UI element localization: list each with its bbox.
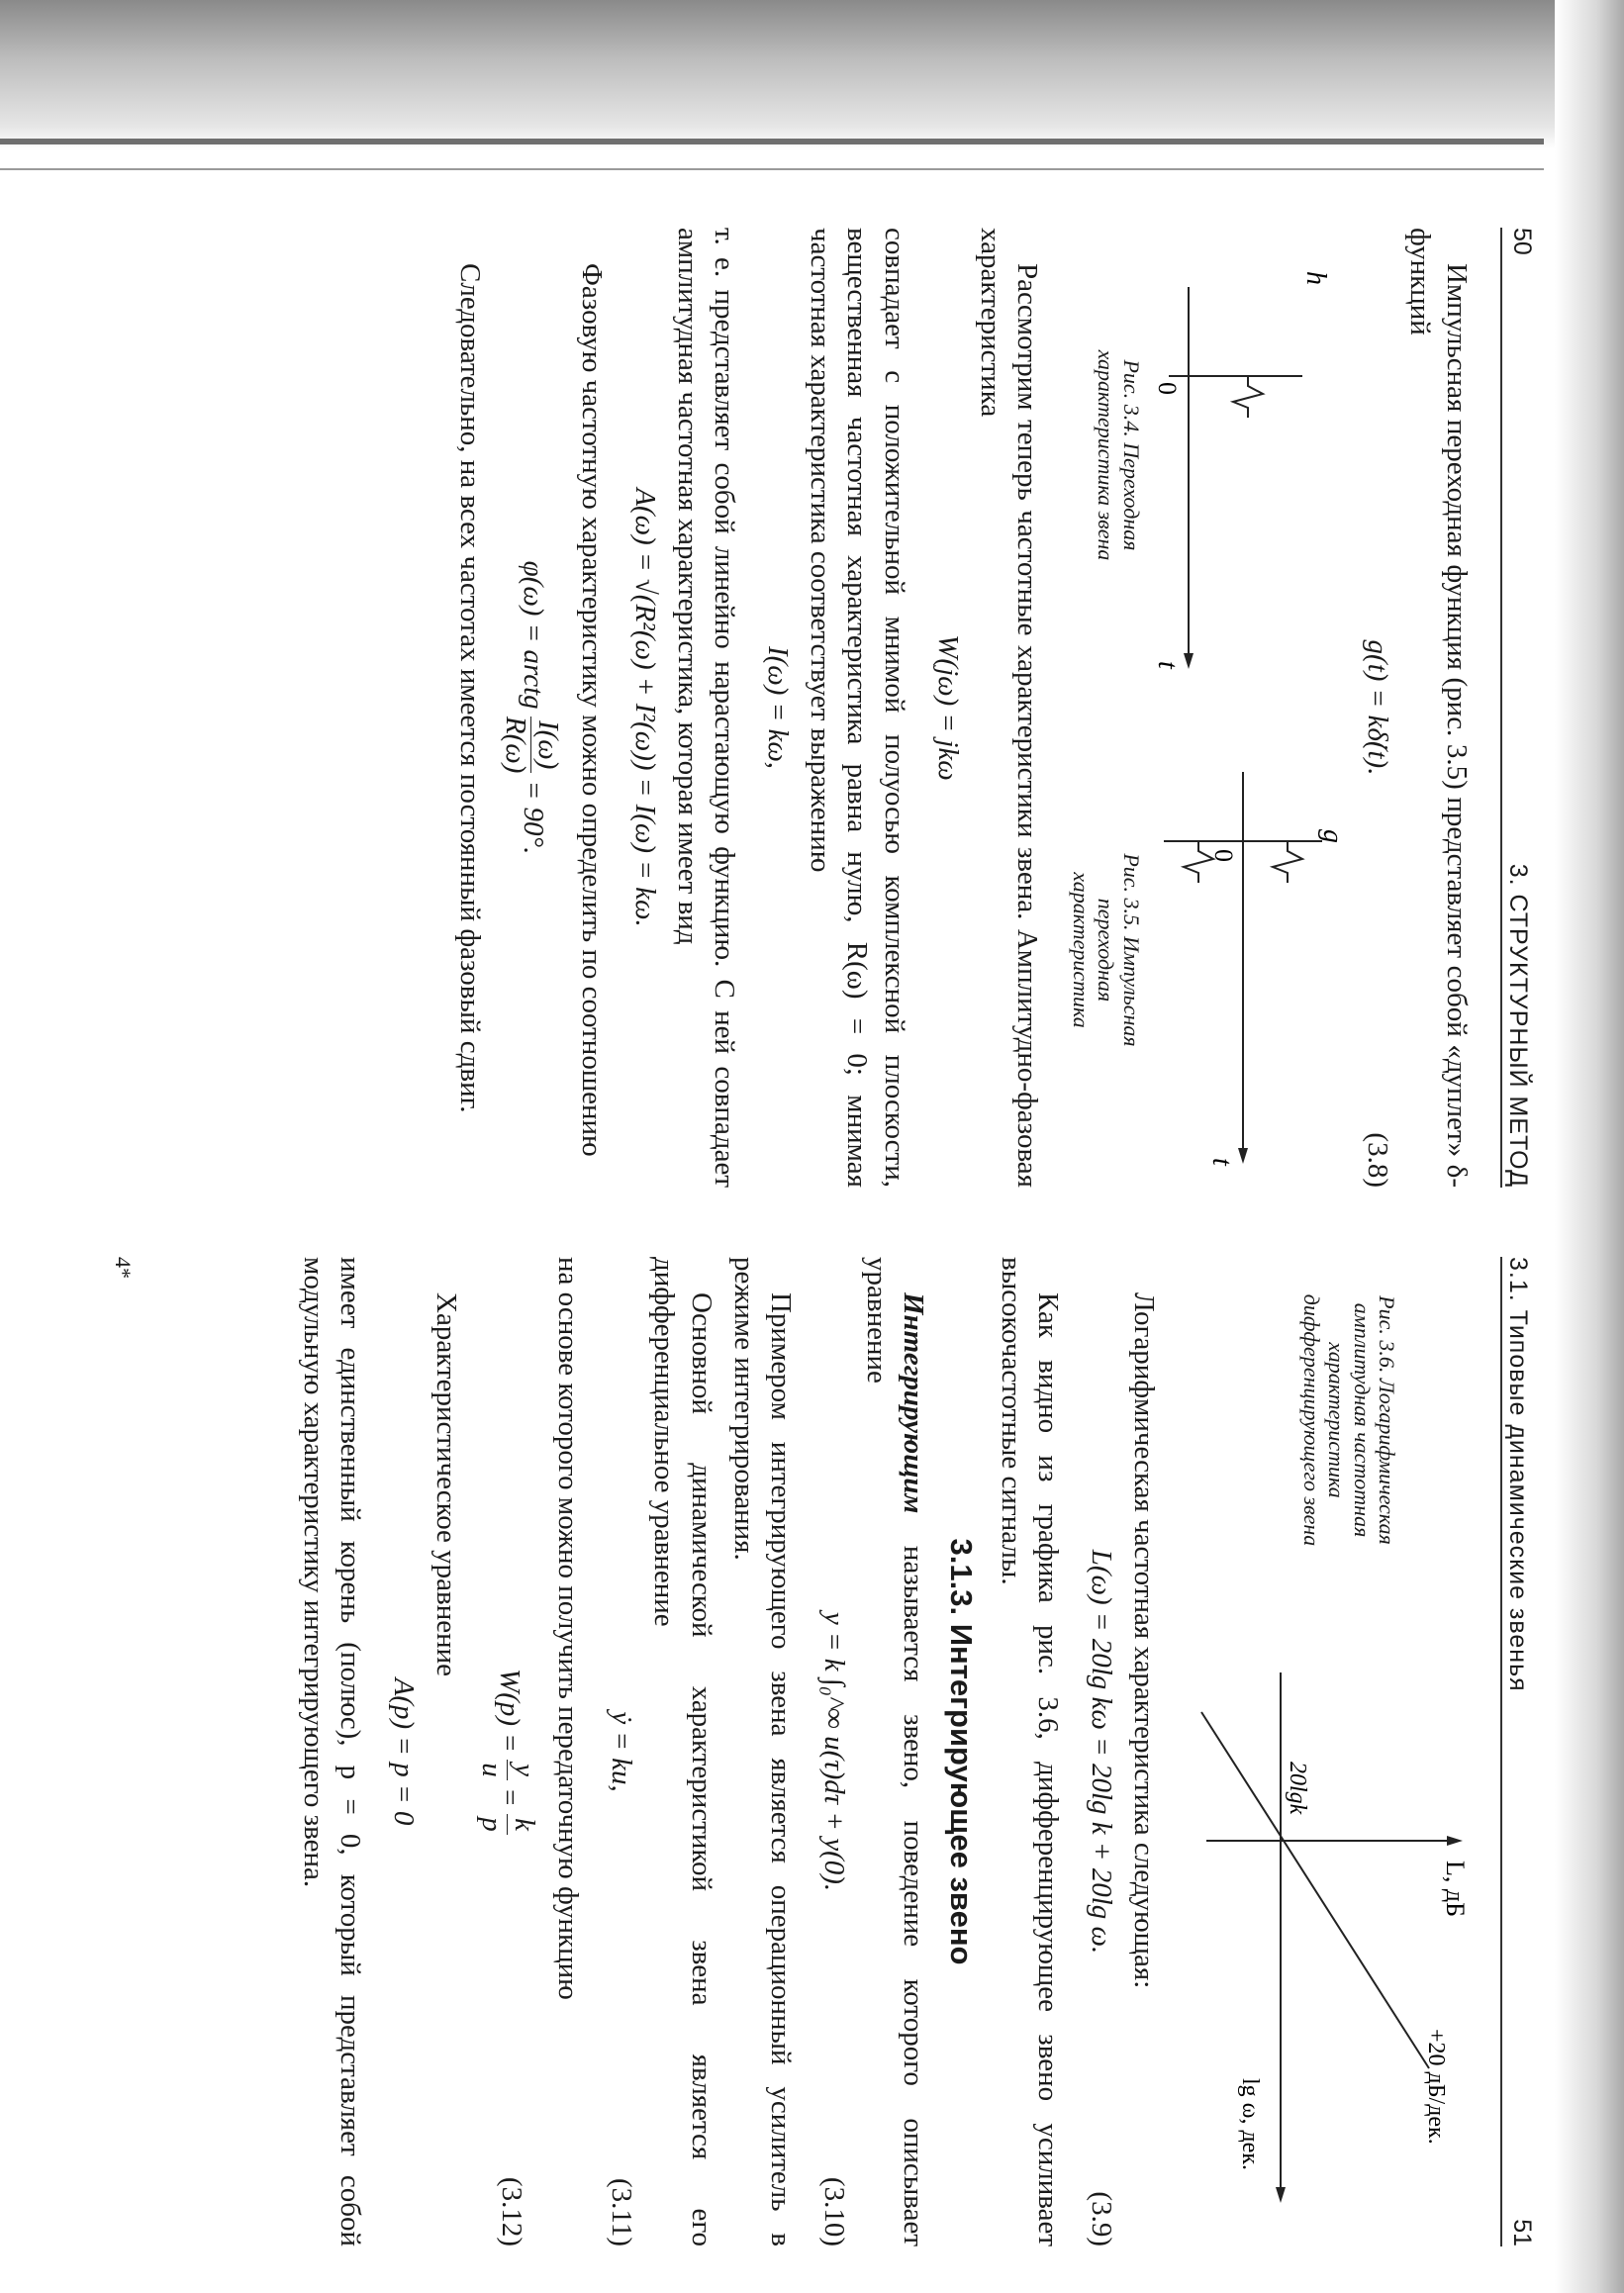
equation-number: (3.9)	[1085, 2191, 1117, 2246]
figure-caption: Рис. 3.6. Логарифмическая амплитудная частотная характеристика дифференцирующего звена	[1299, 1293, 1399, 1547]
paragraph-root: имеет единственный корень (полюс), p = 0, который представляет собой модульную характеристику интегрирующего звена.	[298, 1257, 367, 2246]
running-header-left	[1500, 228, 1544, 1188]
fraction-numerator: k	[507, 1814, 539, 1835]
figure-caption: Рис. 3.4. Переходная характеристика звена	[1094, 349, 1144, 561]
paragraph-log: Логарифмическая частотная характеристика следующая:	[1128, 1292, 1160, 1989]
fraction	[499, 717, 563, 774]
page-50	[99, 228, 1544, 1188]
paragraph-coincide: совпадает с положительной мнимой полуосью комплексной плоскости, вещественная частотная характеристика равна нулю, R(ω) = 0; мнимая частотная характеристика соответствует выражению	[805, 228, 910, 1188]
section-heading: 3.1.3. Интегрирующее звено	[943, 1538, 979, 1965]
fraction-y-over-u	[475, 1760, 539, 1780]
axis-label-g: g	[1316, 829, 1348, 843]
figure-3-4	[1094, 228, 1342, 683]
equation-a	[616, 228, 663, 1188]
equation-number: (3.12)	[496, 2176, 528, 2246]
scan-shadow-right	[1555, 0, 1624, 2293]
equation-formula: W(jω) = jkω	[931, 634, 964, 781]
axis-label-lg: lg ω, дек.	[1237, 2078, 1263, 2170]
origin-label: 0	[1208, 849, 1238, 862]
equation-formula: A(ω) = √(R²(ω) + I²(ω)) = I(ω) = kω.	[629, 488, 662, 927]
equation-3-9	[1072, 1257, 1119, 2246]
paragraph-basic: Основной динамической характеристикой звена является его дифференциальное уравнение	[648, 1257, 717, 2246]
equation-formula: A(p) = p = 0	[388, 1677, 421, 1826]
equation-formula: L(ω) = 20lg kω = 20lg k + 20lg ω.	[1085, 1549, 1117, 1955]
equation-3-11	[592, 1257, 639, 2246]
book-spread	[99, 228, 1544, 2246]
term-integrating: Интегрирующим	[898, 1292, 929, 1514]
axis-label-L: L, дБ	[1441, 1861, 1470, 1918]
equation-characteristic	[374, 1257, 422, 2246]
paragraph-phase: Фазовую частотную характеристику можно определить по соотношению	[576, 263, 609, 1157]
running-title: 3. СТРУКТУРНЫЙ МЕТОД	[1504, 863, 1532, 1188]
paragraph-linear: т. е. представляет собой линейно нарастающую функцию. С ней совпадает амплитудная частотная характеристика, которая имеет вид	[672, 228, 741, 1188]
figure-row	[1055, 228, 1348, 1188]
signature-mark: 4*	[111, 1257, 137, 1279]
figure-row	[1172, 1257, 1469, 2246]
axis-label-h: h	[1299, 271, 1331, 285]
figure-3-6	[1172, 1613, 1469, 2227]
book-page-edge	[0, 139, 1544, 144]
axis-label-t: t	[1151, 661, 1183, 669]
equation-3-8	[1348, 228, 1395, 1188]
axis-label-t: t	[1205, 1158, 1237, 1166]
scan-shadow-top	[0, 0, 1624, 148]
fraction-denominator: R(ω)	[500, 716, 532, 774]
paragraph-graph: Как видно из графика рис. 3.6, дифференцирующее звено усиливает высокочастотные сигналы.	[995, 1257, 1064, 2246]
level-label: 20lgk	[1285, 1762, 1310, 1815]
origin-label: 0	[1152, 382, 1182, 395]
equation-i	[748, 228, 796, 1188]
figure-3-6-caption-block	[1299, 1257, 1399, 1583]
paragraph-integrating	[858, 1257, 931, 2246]
book-page-edge-inner	[0, 168, 1544, 170]
paragraph-shift: Следовательно, на всех частотах имеется постоянный фазовый сдвиг.	[453, 263, 486, 1113]
step-response-plot	[1151, 228, 1342, 683]
equation-3-10	[805, 1257, 852, 2246]
running-title: 3.1. Типовые динамические звенья	[1504, 1257, 1532, 1692]
equation-lhs: φ(ω) = arctg	[517, 560, 549, 710]
equation-formula: g(t) = kδ̇(t).	[1361, 639, 1393, 776]
page-number: 50	[1508, 228, 1536, 255]
fraction-numerator: y	[507, 1760, 539, 1780]
fraction-numerator: I(ω)	[530, 717, 563, 774]
fraction-k-over-p	[475, 1814, 539, 1835]
slope-label: +20 дБ/дек.	[1423, 2029, 1449, 2145]
fraction-denominator: p	[476, 1817, 509, 1832]
page-51	[99, 1257, 1544, 2246]
equation-formula: y = k ∫₀^∞ u(τ)dτ + y(0).	[817, 1611, 850, 1892]
definition-text: называется звено, поведение которого описывает уравнение	[860, 1257, 929, 2246]
paragraph-example: Примером интегрирующего звена является операционный усилитель в режиме интегрирования.	[727, 1257, 797, 2246]
running-header-right	[1500, 1257, 1544, 2246]
equation-number: (3.10)	[817, 2176, 850, 2246]
paragraph-impulse: Импульсная переходная функция (рис. 3.5) представляет собой «дуплет» δ-функций	[1403, 228, 1473, 1188]
equation-rhs: = 90°.	[517, 780, 549, 855]
equation-formula: I(ω) = kω,	[762, 645, 795, 770]
impulse-response-plot	[1154, 732, 1348, 1188]
equation-formula: ẏ = ku,	[606, 1711, 638, 1792]
equation-phi	[494, 228, 567, 1188]
paragraph-characteristic: Характеристическое уравнение	[430, 1292, 463, 1677]
log-amplitude-plot	[1182, 1613, 1469, 2227]
equation-lhs: W(p) =	[494, 1669, 526, 1753]
fraction-denominator: u	[476, 1763, 509, 1777]
equation-number: (3.11)	[606, 2178, 638, 2246]
equation-w	[918, 228, 966, 1188]
equation-number: (3.8)	[1361, 1132, 1393, 1188]
paragraph-transfer: на основе которого можно получить передаточную функцию	[552, 1257, 585, 2000]
figure-3-5	[1069, 732, 1348, 1188]
equation-3-12: W(p) = y u = k p (3.12)	[476, 1669, 541, 2246]
page-number: 51	[1508, 2219, 1536, 2246]
paragraph-frequency: Рассмотрим теперь частотные характеристики звена. Амплитудно-фазовая характеристика	[974, 228, 1043, 1188]
figure-caption: Рис. 3.5. Импульсная переходная характеристика	[1069, 853, 1144, 1047]
